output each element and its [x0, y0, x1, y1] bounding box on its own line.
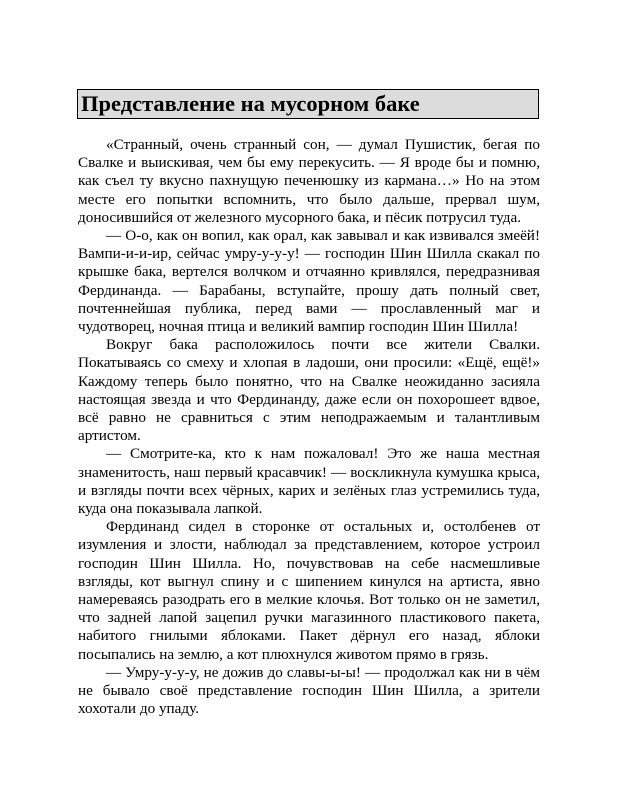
- chapter-title: Представление на мусорном баке: [81, 91, 420, 116]
- paragraph-5: Фердинанд сидел в сторонке от остальных и, остолбенев от изумления и злости, наблюдал за представлением, которое устроил господин Шин Шилла. Но, почувствовав на себе насмешливые взгляды, кот выгнул спину и с шипением кинулся на артиста, явно намереваясь разодрать его в мелкие клочья. Вот только он не заметил, что задней лапой зацепил ручки магазинного пластикового пакета, набитого гнилыми яблоками. Пакет дёрнул его назад, яблоки посыпались на землю, а кот плюхнулся животом прямо в грязь.: [78, 518, 540, 663]
- paragraph-3: Вокруг бака расположилось почти все жители Свалки. Покатываясь со смеху и хлопая в ладоши, они просили: «Ещё, ещё!» Каждому теперь было понятно, что на Свалке неожиданно засияла настоящая звезда и что Фердинанду, даже если он похорошеет вдвое, всё равно не сравниться с этим неподражаемым и талантливым артистом.: [78, 336, 540, 445]
- chapter-body: [78, 136, 540, 719]
- chapter-title-box: [77, 89, 539, 119]
- paragraph-4: — Смотрите-ка, кто к нам пожаловал! Это же наша местная знаменитость, наш первый красавчик! — воскликнула кумушка крыса, и взгляды почти всех чёрных, карих и зелёных глаз устремились туда, куда она показывала лапкой.: [78, 445, 540, 518]
- paragraph-1: «Странный, очень странный сон, — думал Пушистик, бегая по Свалке и выискивая, чем бы ему перекусить. — Я вроде бы и помню, как съел ту вкусно пахнущую печенюшку из кармана…» Но на этом месте его попытки вспомнить, что было дальше, прервал шум, доносившийся от железного мусорного бака, и пёсик потрусил туда.: [78, 136, 540, 226]
- paragraph-2: — О-о, как он вопил, как орал, как завывал и как извивался змеёй! Вампи-и-и-ир, сейчас умру-у-у-у! — господин Шин Шилла скакал по крышке бака, вертелся волчком и отчаянно кривлялся, передразнивая Фердинанда. — Барабаны, вступайте, прошу дать полный свет, почтеннейшая публика, перед вами — прославленный маг и чудотворец, ночная птица и великий вампир господин Шин Шилла!: [78, 227, 540, 336]
- paragraph-6: — Умру-у-у-у, не дожив до славы-ы-ы! — продолжал как ни в чём не бывало своё представление господин Шин Шилла, а зрители хохотали до упаду.: [78, 663, 540, 718]
